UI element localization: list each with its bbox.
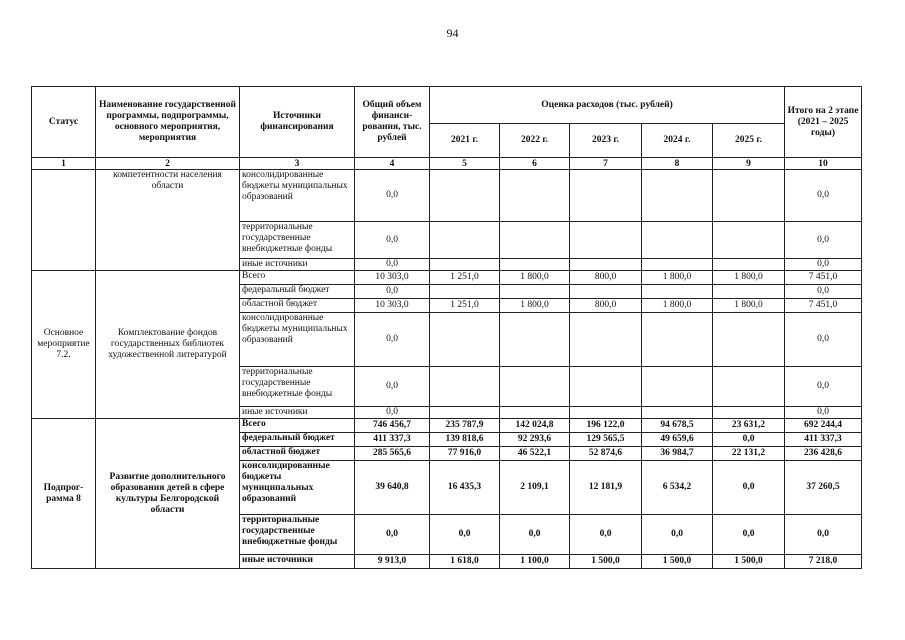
amount-cell: 0,0: [713, 515, 785, 555]
amount-cell: 16 435,3: [430, 461, 500, 515]
amount-cell: 1 800,0: [713, 299, 785, 313]
amount-cell: 1 100,0: [500, 555, 570, 569]
amount-cell: [713, 367, 785, 407]
amount-cell: [642, 367, 713, 407]
financing-source: иные источники: [240, 555, 355, 569]
amount-cell: [642, 259, 713, 271]
amount-cell: 196 122,0: [570, 419, 642, 433]
amount-cell: 1 251,0: [430, 299, 500, 313]
amount-cell: 0,0: [642, 515, 713, 555]
financing-source: консолидированные бюджеты муниципальных образований: [240, 313, 355, 367]
amount-cell: 7 451,0: [785, 299, 862, 313]
row-name: Развитие дополнительного образования детей в сфере культуры Белгородской области: [96, 419, 240, 569]
table-row: [32, 419, 862, 433]
amount-cell: [713, 285, 785, 299]
financing-source: иные источники: [240, 407, 355, 419]
amount-cell: 1 800,0: [642, 299, 713, 313]
amount-cell: 0,0: [785, 285, 862, 299]
financing-source: территориальные государственные внебюджетные фонды: [240, 222, 355, 259]
row-name: компетентности населения области: [96, 170, 240, 271]
amount-cell: [570, 313, 642, 367]
page-number: 94: [446, 26, 459, 40]
column-number: 4: [355, 158, 430, 170]
amount-cell: 142 024,8: [500, 419, 570, 433]
amount-cell: 10 303,0: [355, 271, 430, 285]
header-estimate: Оценка расходов (тыс. рублей): [430, 87, 785, 124]
amount-cell: [642, 222, 713, 259]
amount-cell: 1 800,0: [642, 271, 713, 285]
amount-cell: 0,0: [355, 515, 430, 555]
amount-cell: [713, 259, 785, 271]
column-number: 3: [240, 158, 355, 170]
amount-cell: [570, 285, 642, 299]
amount-cell: 92 293,6: [500, 433, 570, 447]
financing-source: Всего: [240, 419, 355, 433]
amount-cell: [570, 367, 642, 407]
financing-source: консолидированные бюджеты муниципальных образований: [240, 170, 355, 222]
amount-cell: [713, 313, 785, 367]
amount-cell: [642, 285, 713, 299]
amount-cell: 0,0: [785, 407, 862, 419]
financing-source: территориальные государственные внебюджетные фонды: [240, 367, 355, 407]
column-number: 8: [642, 158, 713, 170]
amount-cell: 411 337,3: [355, 433, 430, 447]
amount-cell: [570, 170, 642, 222]
amount-cell: [500, 407, 570, 419]
amount-cell: 139 818,6: [430, 433, 500, 447]
amount-cell: [430, 367, 500, 407]
amount-cell: 6 534,2: [642, 461, 713, 515]
amount-cell: [642, 407, 713, 419]
amount-cell: [570, 259, 642, 271]
financing-source: иные источники: [240, 259, 355, 271]
header-year: 2022 г.: [500, 124, 570, 158]
amount-cell: 39 640,8: [355, 461, 430, 515]
amount-cell: 12 181,9: [570, 461, 642, 515]
financing-source: областной бюджет: [240, 447, 355, 461]
column-number: 10: [785, 158, 862, 170]
amount-cell: [642, 313, 713, 367]
amount-cell: 129 565,5: [570, 433, 642, 447]
amount-cell: 52 874,6: [570, 447, 642, 461]
amount-cell: [500, 259, 570, 271]
table-body: [32, 170, 862, 569]
amount-cell: [713, 407, 785, 419]
amount-cell: 23 631,2: [713, 419, 785, 433]
financing-source: федеральный бюджет: [240, 285, 355, 299]
amount-cell: [642, 170, 713, 222]
amount-cell: 22 131,2: [713, 447, 785, 461]
row-status: Основное мероприятие 7.2.: [32, 271, 96, 419]
financing-source: федеральный бюджет: [240, 433, 355, 447]
amount-cell: 0,0: [355, 222, 430, 259]
amount-cell: 1 800,0: [500, 271, 570, 285]
amount-cell: 0,0: [430, 515, 500, 555]
amount-cell: 1 618,0: [430, 555, 500, 569]
amount-cell: 692 244,4: [785, 419, 862, 433]
financing-source: консолидированные бюджеты муниципальных образований: [240, 461, 355, 515]
header-name: Наименование государственной программы, подпрограммы, основного мероприятия, мероприятия: [96, 87, 240, 158]
amount-cell: [430, 222, 500, 259]
amount-cell: 0,0: [713, 433, 785, 447]
amount-cell: 0,0: [355, 170, 430, 222]
amount-cell: 37 260,5: [785, 461, 862, 515]
column-number: 9: [713, 158, 785, 170]
column-number: 6: [500, 158, 570, 170]
table-header: [32, 87, 862, 170]
amount-cell: 0,0: [355, 313, 430, 367]
amount-cell: 285 565,6: [355, 447, 430, 461]
amount-cell: 49 659,6: [642, 433, 713, 447]
amount-cell: 0,0: [500, 515, 570, 555]
amount-cell: 0,0: [785, 515, 862, 555]
amount-cell: [430, 313, 500, 367]
row-name: Комплектование фондов государственных библиотек художественной литературой: [96, 271, 240, 419]
amount-cell: 36 984,7: [642, 447, 713, 461]
row-status: Подпрог-рамма 8: [32, 419, 96, 569]
amount-cell: [713, 170, 785, 222]
amount-cell: 1 500,0: [713, 555, 785, 569]
amount-cell: 746 456,7: [355, 419, 430, 433]
column-number: 1: [32, 158, 96, 170]
amount-cell: [500, 170, 570, 222]
amount-cell: 411 337,3: [785, 433, 862, 447]
amount-cell: 0,0: [785, 222, 862, 259]
amount-cell: 94 678,5: [642, 419, 713, 433]
header-year: 2023 г.: [570, 124, 642, 158]
header-total-volume: Общий объем финанси-рования, тыс. рублей: [355, 87, 430, 158]
amount-cell: [430, 170, 500, 222]
amount-cell: [430, 285, 500, 299]
amount-cell: 1 500,0: [642, 555, 713, 569]
amount-cell: [500, 367, 570, 407]
amount-cell: 1 251,0: [430, 271, 500, 285]
amount-cell: 235 787,9: [430, 419, 500, 433]
amount-cell: 0,0: [713, 461, 785, 515]
amount-cell: 0,0: [355, 367, 430, 407]
amount-cell: [500, 222, 570, 259]
header-sources: Источники финансирования: [240, 87, 355, 158]
amount-cell: 0,0: [785, 313, 862, 367]
amount-cell: 0,0: [355, 285, 430, 299]
table-row: [32, 271, 862, 285]
column-number: 7: [570, 158, 642, 170]
amount-cell: 0,0: [785, 170, 862, 222]
header-itogo: Итого на 2 этапе (2021 – 2025 годы): [785, 87, 862, 158]
row-status: [32, 170, 96, 271]
table-row: [32, 170, 862, 222]
column-number: 5: [430, 158, 500, 170]
amount-cell: 1 500,0: [570, 555, 642, 569]
column-number: 2: [96, 158, 240, 170]
amount-cell: [500, 285, 570, 299]
amount-cell: 1 800,0: [713, 271, 785, 285]
amount-cell: [713, 222, 785, 259]
amount-cell: 800,0: [570, 271, 642, 285]
amount-cell: 0,0: [570, 515, 642, 555]
amount-cell: 0,0: [355, 259, 430, 271]
header-year: 2024 г.: [642, 124, 713, 158]
financing-source: территориальные государственные внебюджетные фонды: [240, 515, 355, 555]
amount-cell: [570, 407, 642, 419]
amount-cell: 2 109,1: [500, 461, 570, 515]
column-numbers-row: [32, 158, 862, 170]
amount-cell: 0,0: [785, 259, 862, 271]
amount-cell: 77 916,0: [430, 447, 500, 461]
header-status: Статус: [32, 87, 96, 158]
amount-cell: [430, 407, 500, 419]
amount-cell: [570, 222, 642, 259]
financing-table: [31, 86, 862, 569]
financing-source: Всего: [240, 271, 355, 285]
amount-cell: 1 800,0: [500, 299, 570, 313]
amount-cell: 7 451,0: [785, 271, 862, 285]
amount-cell: [430, 259, 500, 271]
amount-cell: 0,0: [355, 407, 430, 419]
amount-cell: 236 428,6: [785, 447, 862, 461]
header-year: 2025 г.: [713, 124, 785, 158]
amount-cell: 46 522,1: [500, 447, 570, 461]
financing-source: областной бюджет: [240, 299, 355, 313]
amount-cell: 0,0: [785, 367, 862, 407]
amount-cell: 10 303,0: [355, 299, 430, 313]
amount-cell: [500, 313, 570, 367]
amount-cell: 9 913,0: [355, 555, 430, 569]
amount-cell: 800,0: [570, 299, 642, 313]
header-year: 2021 г.: [430, 124, 500, 158]
amount-cell: 7 218,0: [785, 555, 862, 569]
